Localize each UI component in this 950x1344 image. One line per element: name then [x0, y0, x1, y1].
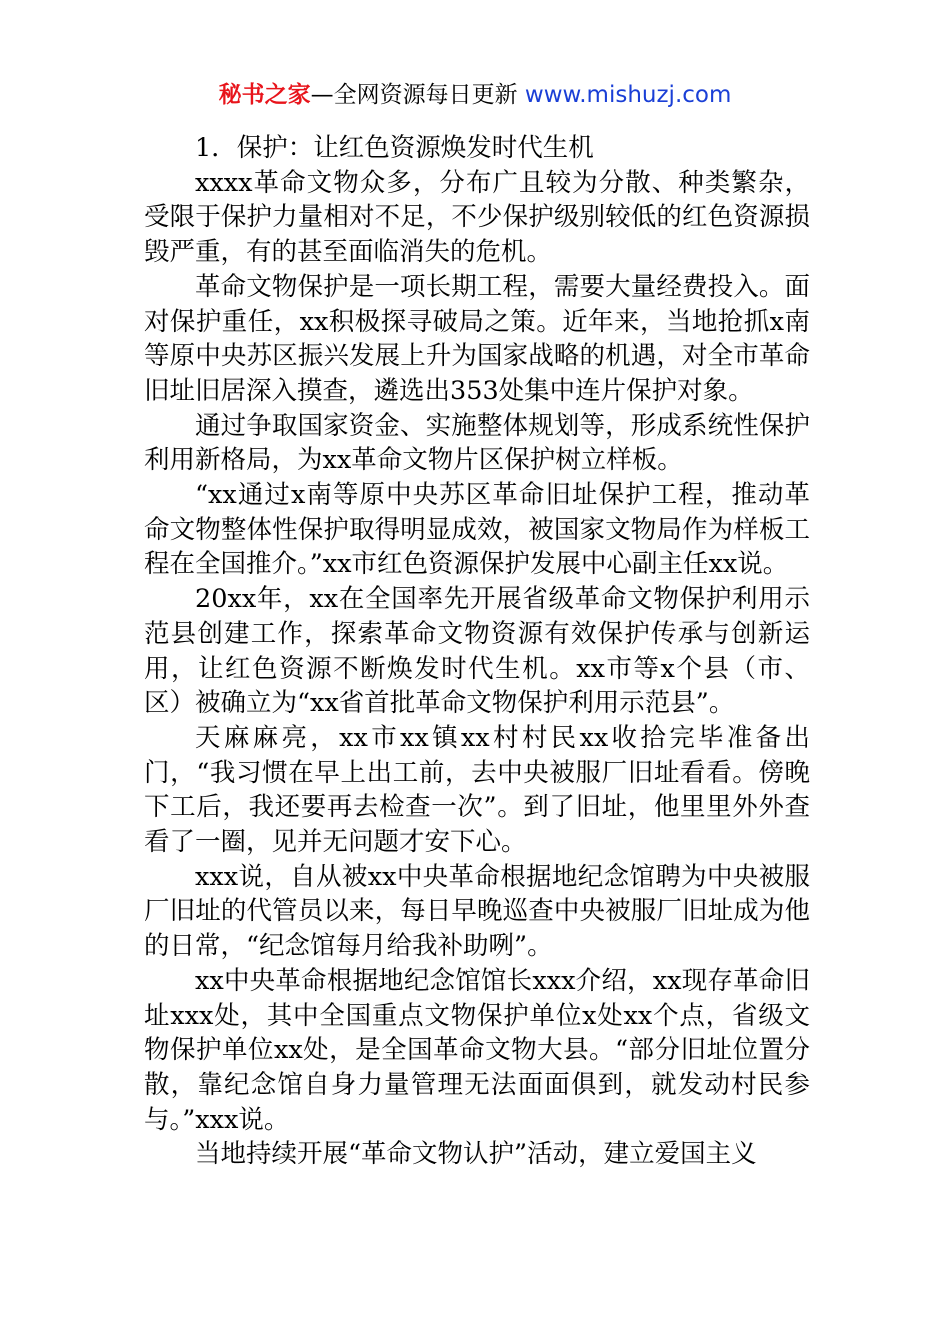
site-header: [0, 80, 950, 110]
paragraph-3: 通过争取国家资金、实施整体规划等，形成系统性保护利用新格局，为xx革命文物片区保护树立样板。: [144, 410, 810, 476]
site-brand: 秘书之家: [218, 82, 311, 108]
site-tagline: —全网资源每日更新: [310, 82, 525, 108]
section-heading: 1．保护：让红色资源焕发时代生机: [195, 133, 594, 163]
site-url-link[interactable]: www.mishuzj.com: [524, 82, 732, 108]
paragraph-5: 20xx年，xx在全国率先开展省级革命文物保护利用示范县创建工作，探索革命文物资源有效保护传承与创新运用，让红色资源不断焕发时代生机。xx市等x个县（市、区）被确立为“xx省首批革命文物保护利用示范县”。: [144, 584, 810, 719]
paragraph-4: “xx通过x南等原中央苏区革命旧址保护工程，推动革命文物整体性保护取得明显成效，被国家文物局作为样板工程在全国推介。”xx市红色资源保护发展中心副主任xx说。: [144, 480, 810, 580]
paragraph-2: 革命文物保护是一项长期工程，需要大量经费投入。面对保护重任，xx积极探寻破局之策。近年来，当地抢抓x南等原中央苏区振兴发展上升为国家战略的机遇，对全市革命旧址旧居深入摸查，遴选出353处集中连片保护对象。: [144, 271, 810, 406]
document-body: [144, 131, 810, 1172]
paragraph-7: xxx说，自从被xx中央革命根据地纪念馆聘为中央被服厂旧址的代管员以来，每日早晚巡查中央被服厂旧址成为他的日常，“纪念馆每月给我补助咧”。: [144, 861, 810, 962]
paragraph-9: 当地持续开展“革命文物认护”活动，建立爱国主义: [195, 1139, 757, 1170]
paragraph-6: 天麻麻亮，xx市xx镇xx村村民xx收拾完毕准备出门，“我习惯在早上出工前，去中央被服厂旧址看看。傍晚下工后，我还要再去检查一次”。到了旧址，他里里外外查看了一圈，见并无问题才安下心。: [144, 722, 810, 858]
paragraph-8: xx中央革命根据地纪念馆馆长xxx介绍，xx现存革命旧址xxx处，其中全国重点文物保护单位x处xx个点，省级文物保护单位xx处，是全国革命文物大县。“部分旧址位置分散，靠纪念馆自身力量管理无法面面俱到，就发动村民参与。”xxx说。: [144, 965, 810, 1135]
paragraph-1: xxxx革命文物众多，分布广且较为分散、种类繁杂，受限于保护力量相对不足，不少保护级别较低的红色资源损毁严重，有的甚至面临消失的危机。: [144, 167, 810, 268]
